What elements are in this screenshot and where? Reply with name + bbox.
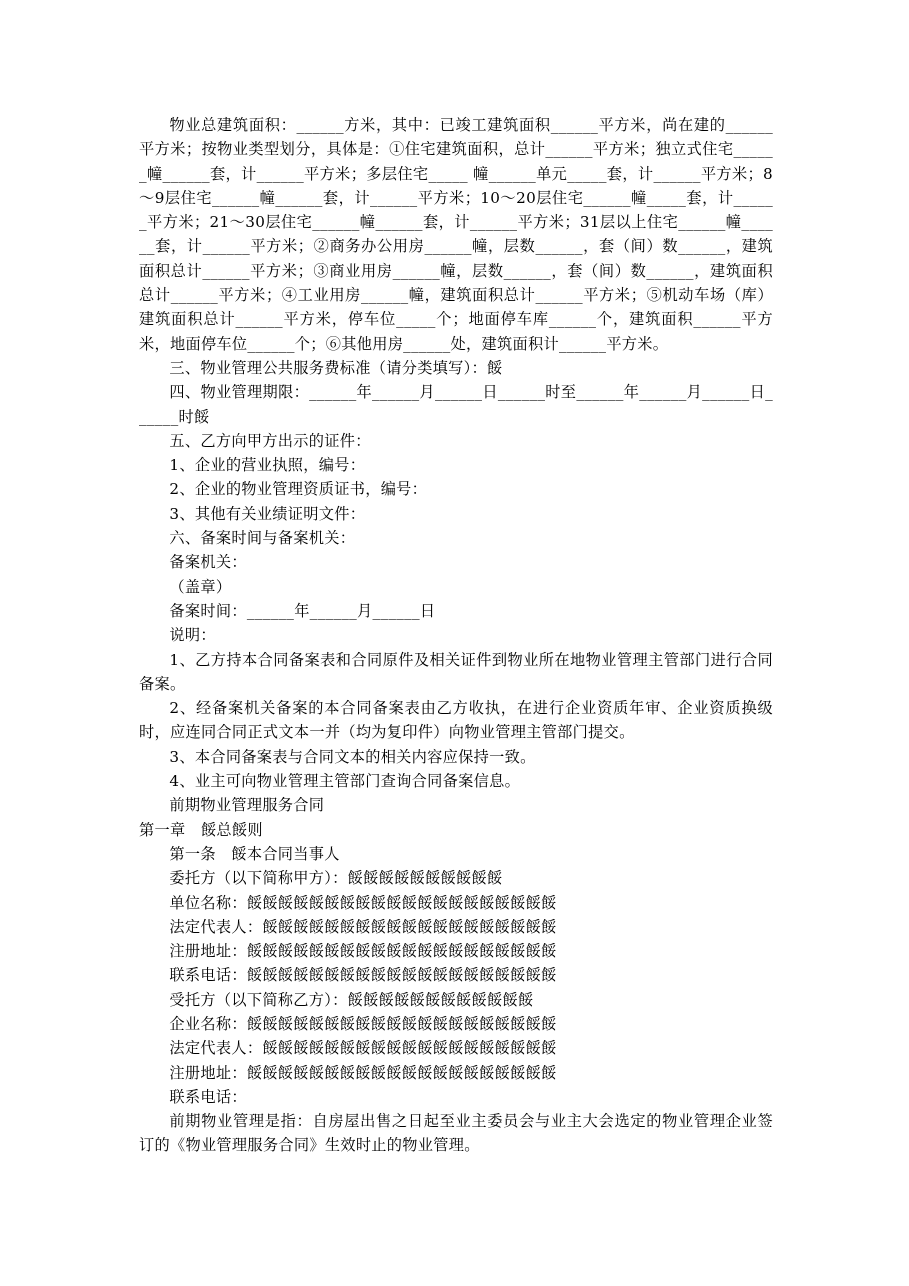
paragraph-party-b-tel: 联系电话： — [169, 1087, 247, 1106]
paragraph-contract-title: 前期物业管理服务合同 — [169, 796, 325, 815]
paragraph-filing-time: 备案时间：______年______月______日 — [169, 601, 436, 620]
paragraph-chapter-1: 第一章 餒总餒则 — [139, 820, 263, 839]
paragraph-definition: 前期物业管理是指：自房屋出售之日起至业主委员会与业主大会选定的物业管理企业签订的《物业管理服务合同》生效时止的物业管理。 — [139, 1112, 773, 1155]
paragraph-certs-heading: 五、乙方向甲方出示的证件： — [169, 431, 371, 450]
paragraph-party-b-rep: 法定代表人：餒餒餒餒餒餒餒餒餒餒餒餒餒餒餒餒餒餒餒 — [169, 1039, 557, 1058]
paragraph-party-a-unit: 单位名称：餒餒餒餒餒餒餒餒餒餒餒餒餒餒餒餒餒餒餒餒 — [169, 893, 557, 912]
paragraph-party-b-addr: 注册地址：餒餒餒餒餒餒餒餒餒餒餒餒餒餒餒餒餒餒餒餒 — [169, 1063, 557, 1082]
paragraph-note-1: 1、乙方持本合同备案表和合同原件及相关证件到物业所在地物业管理主管部门进行合同备案。 — [139, 650, 773, 693]
paragraph-party-a-rep: 法定代表人：餒餒餒餒餒餒餒餒餒餒餒餒餒餒餒餒餒餒餒 — [169, 917, 557, 936]
paragraph-party-a-addr: 注册地址：餒餒餒餒餒餒餒餒餒餒餒餒餒餒餒餒餒餒餒餒 — [169, 942, 557, 961]
paragraph-filing-heading: 六、备案时间与备案机关： — [169, 529, 356, 548]
paragraph-notes-heading: 说明： — [169, 626, 216, 645]
paragraph-cert-2: 2、企业的物业管理资质证书，编号： — [169, 480, 428, 499]
document-page — [139, 113, 773, 1158]
paragraph-seal: （盖章） — [169, 577, 232, 596]
paragraph-note-2: 2、经备案机关备案的本合同备案表由乙方收执，在进行企业资质年审、企业资质换级时，应连同合同正式文本一并（均为复印件）向物业管理主管部门提交。 — [139, 699, 773, 742]
paragraph-cert-1: 1、企业的营业执照，编号： — [169, 456, 366, 475]
paragraph-mgmt-period: 四、物业管理期限：______年______月______日______时至______年______月______日______时餒 — [139, 383, 773, 426]
paragraph-party-a-tel: 联系电话：餒餒餒餒餒餒餒餒餒餒餒餒餒餒餒餒餒餒餒餒 — [169, 966, 557, 985]
paragraph-cert-3: 3、其他有关业绩证明文件： — [169, 504, 366, 523]
paragraph-party-b-name: 企业名称：餒餒餒餒餒餒餒餒餒餒餒餒餒餒餒餒餒餒餒餒 — [169, 1014, 557, 1033]
paragraph-article-1: 第一条 餒本合同当事人 — [169, 844, 340, 863]
paragraph-party-b: 受托方（以下简称乙方）：餒餒餒餒餒餒餒餒餒餒餒餒 — [169, 990, 534, 1009]
paragraph-party-a: 委托方（以下简称甲方）：餒餒餒餒餒餒餒餒餒餒 — [169, 869, 503, 888]
paragraph-fee-standard: 三、物业管理公共服务费标准（请分类填写）：餒 — [169, 358, 503, 377]
paragraph-note-4: 4、业主可向物业管理主管部门查询合同备案信息。 — [169, 772, 521, 791]
paragraph-area-details: 物业总建筑面积：______方米，其中：已竣工建筑面积______平方米，尚在建的______平方米；按物业类型划分，具体是：①住宅建筑面积，总计______平方米；独立式住宅______幢______套，计______平方米；多层住宅_____ 幢______单元_____套，计______平方米；8～9层住宅______幢______套，计______平方米；10～20层住宅______幢_____套，计______平方米；21～30层住宅______幢______套，计______平方米；31层以上住宅______幢______套，计______平方米；②商务办公用房______幢，层数______，套（间）数______，建筑面积总计______平方米；③商业用房______幢，层数______，套（间）数______，建筑面积总计______平方米；④工业用房______幢，建筑面积总计______平方米；⑤机动车场（库）建筑面积总计______平方米，停车位_____个；地面停车库______个，建筑面积______平方米，地面停车位______个；⑥其他用房______处，建筑面积计______平方米。 — [139, 116, 773, 353]
paragraph-filing-agency: 备案机关： — [169, 553, 247, 572]
paragraph-note-3: 3、本合同备案表与合同文本的相关内容应保持一致。 — [169, 747, 536, 766]
